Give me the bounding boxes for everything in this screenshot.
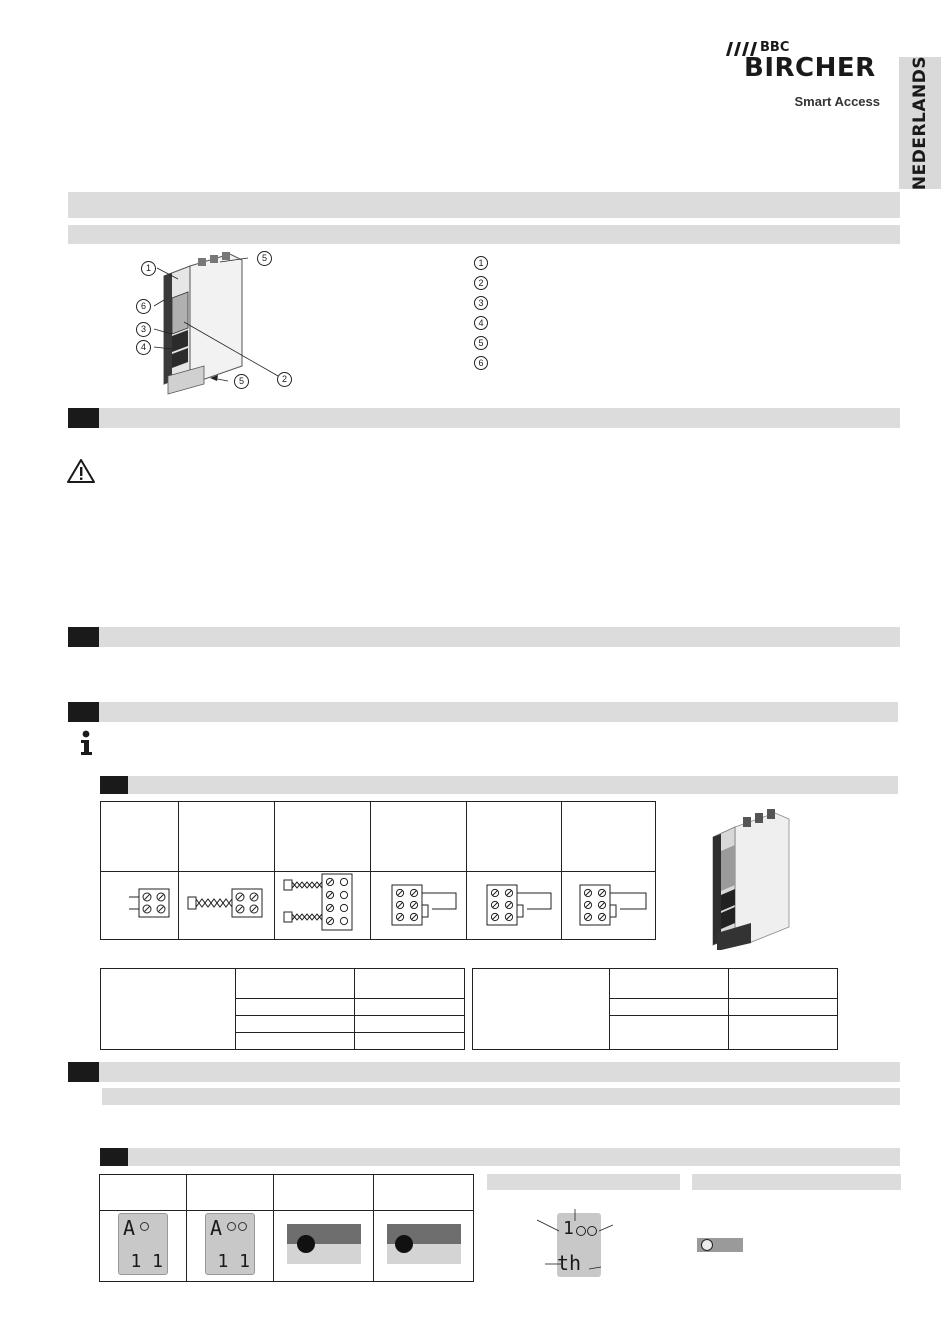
display-head-2 [187, 1175, 274, 1211]
callout-5-bottom: 5 [234, 374, 249, 389]
title-bar [68, 192, 900, 218]
section-bar-1 [68, 408, 900, 428]
info-icon [80, 730, 94, 761]
callout-3: 3 [136, 322, 151, 337]
param-right-r1c1 [610, 999, 729, 1016]
lcd-1-bottom: 1 1 [130, 1250, 163, 1272]
legend-num-3: 3 [474, 296, 488, 310]
display-cell-4 [374, 1211, 474, 1282]
wiring-diagram-relay-3 [562, 872, 656, 940]
section-bar-3 [68, 702, 898, 722]
wiring-diagram-relay-1 [371, 872, 467, 940]
section-bar-2 [68, 627, 900, 647]
param-left-r3c1 [236, 1033, 355, 1050]
legend-num-2: 2 [474, 276, 488, 290]
legend-num-1: 1 [474, 256, 488, 270]
subsection-marker-4-1 [100, 1148, 128, 1166]
lcd-2-bottom: 1 1 [217, 1250, 250, 1272]
legend-num-4: 4 [474, 316, 488, 330]
logo-brand-small: BBC [760, 40, 790, 55]
language-tab [899, 57, 941, 189]
wiring-header-cell-4 [371, 802, 467, 872]
param-right-head-1 [610, 969, 729, 999]
detail-bar-left [487, 1174, 680, 1190]
lcd-1-top: A [123, 1215, 136, 1240]
logo-tagline: Smart Access [794, 94, 880, 109]
section-marker-2 [68, 627, 99, 647]
wiring-header-cell-1 [101, 802, 179, 872]
callout-4: 4 [136, 340, 151, 355]
led-band-2 [387, 1224, 461, 1264]
param-left-r3c2 [355, 1033, 465, 1050]
subsection-bar-4-1 [100, 1148, 900, 1166]
param-left-r2c2 [355, 1016, 465, 1033]
legend-num-5: 5 [474, 336, 488, 350]
param-right-head-2 [729, 969, 838, 999]
wiring-diagram-two-sensors [275, 872, 371, 940]
language-tab-label: NEDERLANDS [910, 55, 930, 191]
subtitle-bar [68, 225, 900, 244]
lcd-2-led-b [238, 1222, 247, 1231]
led-dot-2 [395, 1235, 413, 1253]
param-right-r2c1 [610, 1016, 729, 1050]
param-left-label-cell [101, 969, 236, 1050]
warning-triangle-icon [66, 458, 96, 489]
callout-5-top: 5 [257, 251, 272, 266]
led-indicator-dot [701, 1239, 713, 1251]
callout-6: 6 [136, 299, 151, 314]
wiring-table [100, 801, 656, 940]
subsection-bar-3-1 [100, 776, 898, 794]
lcd-display-2 [205, 1213, 255, 1275]
led-indicator [697, 1238, 743, 1252]
param-right-r2c2 [729, 1016, 838, 1050]
detail-bottom-text: th [557, 1251, 582, 1275]
device-photo [705, 805, 805, 950]
lcd-display-1 [118, 1213, 168, 1275]
lcd-2-top: A [210, 1215, 223, 1240]
display-cell-2 [187, 1211, 274, 1282]
display-cell-3 [274, 1211, 374, 1282]
param-left-r2c1 [236, 1016, 355, 1033]
led-dot-1 [297, 1235, 315, 1253]
legend-num-6: 6 [474, 356, 488, 370]
param-left-r1c1 [236, 999, 355, 1016]
parameter-table-right [472, 968, 838, 1050]
logo-brand-large: BIRCHER [744, 53, 876, 83]
param-left-head-1 [236, 969, 355, 999]
wiring-header-cell-6 [562, 802, 656, 872]
wiring-diagram-relay-2 [467, 872, 562, 940]
section-marker-3 [68, 702, 99, 722]
parameter-table-left [100, 968, 465, 1050]
param-left-head-2 [355, 969, 465, 999]
wiring-header-cell-5 [467, 802, 562, 872]
lcd-2-led-a [227, 1222, 236, 1231]
display-head-1 [100, 1175, 187, 1211]
logo [722, 40, 884, 115]
display-cell-1 [100, 1211, 187, 1282]
wiring-diagram-twisted-pair [179, 872, 275, 940]
lcd-1-led [140, 1222, 149, 1231]
param-right-label-cell [473, 969, 610, 1050]
wiring-header-cell-2 [179, 802, 275, 872]
display-head-3 [274, 1175, 374, 1211]
callout-2: 2 [277, 372, 292, 387]
wiring-diagram-two-terminal [101, 872, 179, 940]
param-right-r1c2 [729, 999, 838, 1016]
section-marker-1 [68, 408, 99, 428]
led-band-1 [287, 1224, 361, 1264]
subsection-marker-3-1 [100, 776, 128, 794]
callout-1: 1 [141, 261, 156, 276]
section-bar-4 [68, 1062, 900, 1082]
detail-top-digit: 1 [563, 1218, 574, 1239]
detail-bar-right [692, 1174, 901, 1190]
section-marker-4 [68, 1062, 99, 1082]
device-illustration [130, 248, 300, 398]
param-left-r1c2 [355, 999, 465, 1016]
wiring-header-cell-3 [275, 802, 371, 872]
display-table [99, 1174, 474, 1282]
display-detail [535, 1205, 625, 1280]
display-head-4 [374, 1175, 474, 1211]
section-subbar-4 [102, 1088, 900, 1105]
